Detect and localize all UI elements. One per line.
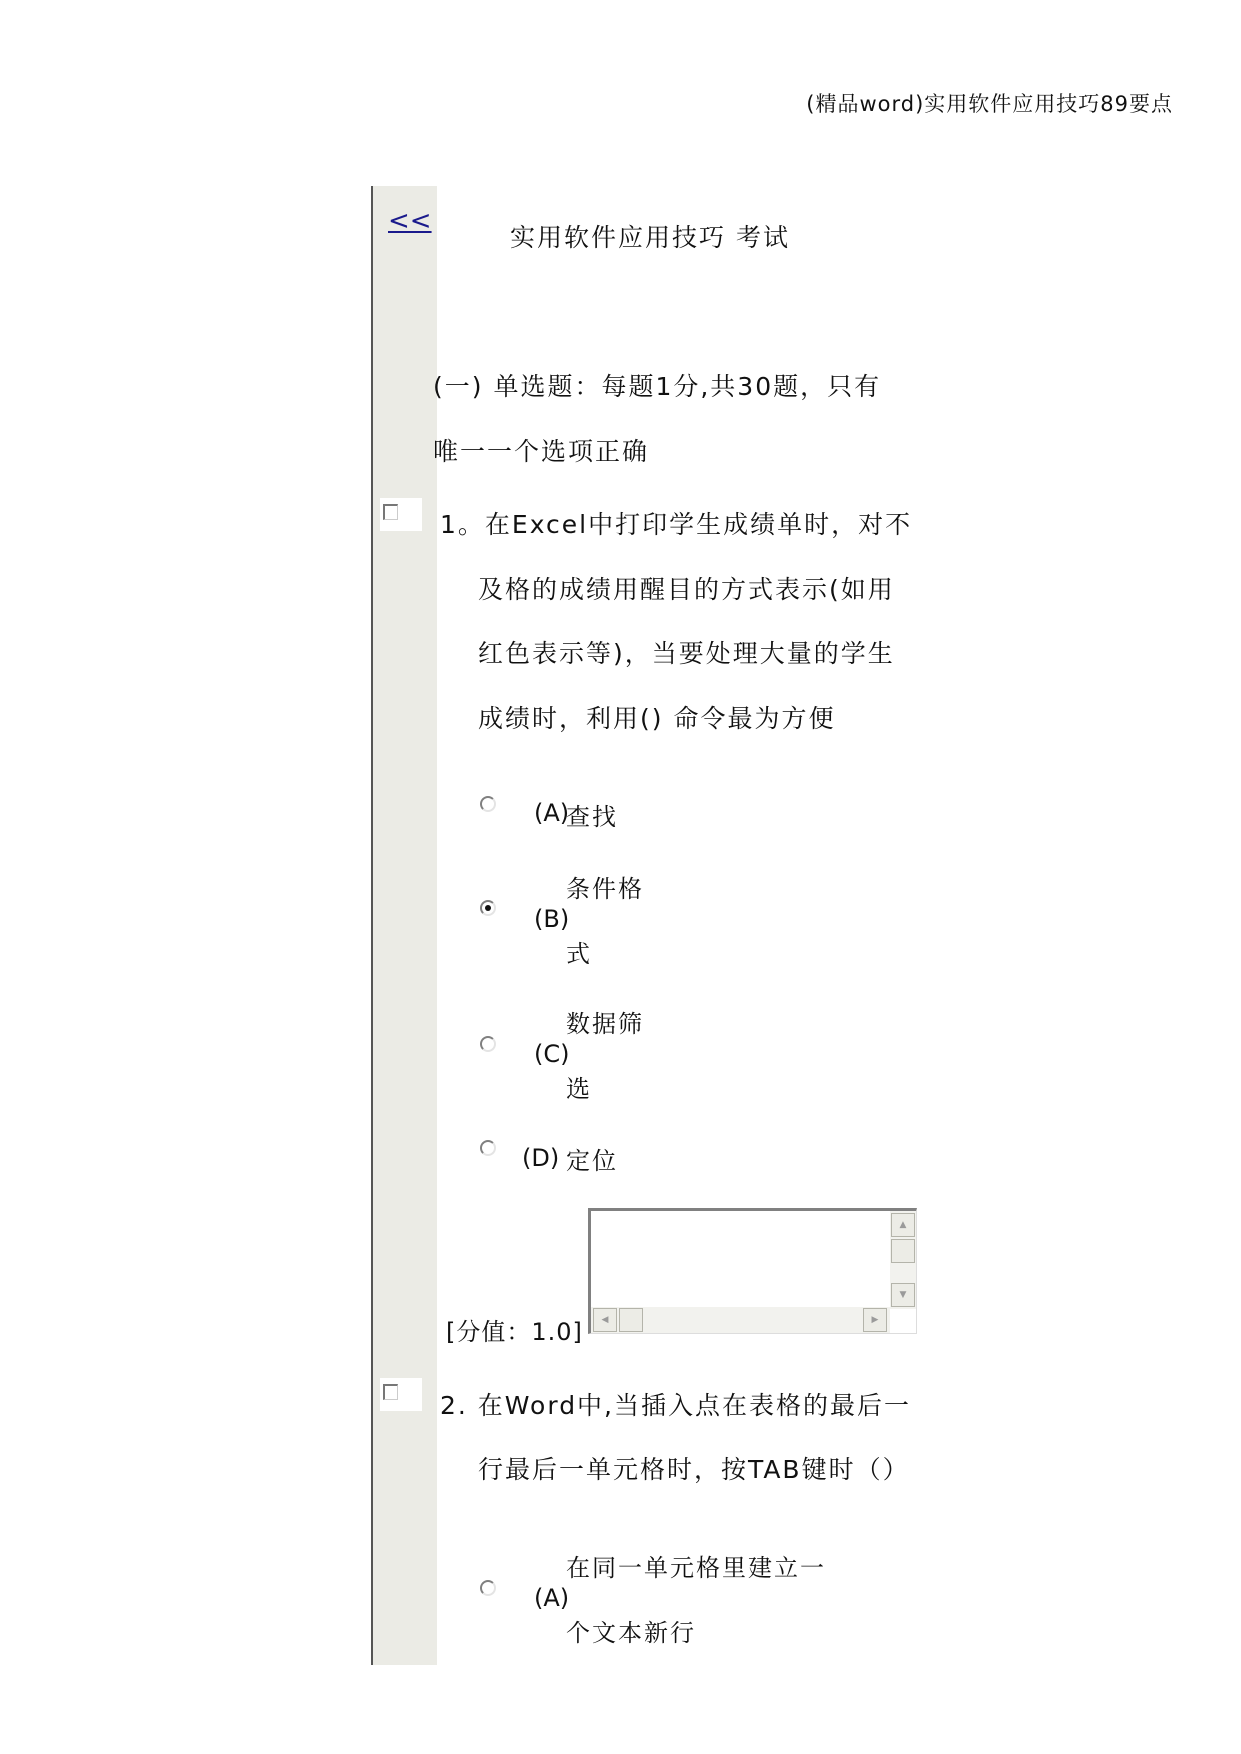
- radio-selected-dot: [485, 905, 491, 911]
- question-1-text-line: 红色表示等)，当要处理大量的学生: [478, 639, 895, 668]
- option-b-radio[interactable]: [480, 900, 496, 916]
- scroll-up-arrow-icon[interactable]: ▲: [891, 1213, 915, 1237]
- question-1-text-line: 成绩时，利用() 命令最为方便: [478, 704, 836, 733]
- score-label: [分值：1.0]: [446, 1318, 583, 1346]
- option-a-radio[interactable]: [480, 1580, 496, 1596]
- option-b-text-line: 条件格: [566, 875, 644, 903]
- scroll-right-arrow-icon[interactable]: ▶: [863, 1308, 887, 1332]
- section-heading-line: (一) 单选题：每题1分,共30题，只有: [433, 372, 882, 401]
- checkbox-icon: [383, 1384, 398, 1400]
- option-c-text-line: 数据筛: [566, 1010, 644, 1038]
- question-1-text-line: 1。在Excel中打印学生成绩单时，对不: [440, 510, 913, 539]
- scroll-thumb[interactable]: [891, 1239, 915, 1263]
- option-a-text-line: 在同一单元格里建立一: [566, 1554, 826, 1582]
- document-header: (精品word)实用软件应用技巧89要点: [806, 92, 1173, 116]
- back-link[interactable]: <<: [388, 206, 432, 236]
- horizontal-scrollbar[interactable]: [591, 1307, 890, 1333]
- exam-sidebar-rail: [371, 186, 437, 1665]
- question-2-checkbox[interactable]: [380, 1378, 422, 1411]
- option-a-text: 查找: [566, 803, 618, 831]
- option-a-radio[interactable]: [480, 796, 496, 812]
- scroll-left-arrow-icon[interactable]: ◀: [593, 1308, 617, 1332]
- option-c-radio[interactable]: [480, 1036, 496, 1052]
- exam-title: 实用软件应用技巧 考试: [510, 223, 790, 252]
- option-a-text-line: 个文本新行: [566, 1619, 696, 1647]
- option-b-text-line: 式: [566, 940, 592, 968]
- option-d-text: 定位: [566, 1147, 618, 1175]
- option-a-letter: (A): [534, 799, 570, 827]
- question-1-checkbox[interactable]: [380, 498, 422, 531]
- option-d-letter: (D): [522, 1144, 560, 1172]
- option-d-radio[interactable]: [480, 1140, 496, 1156]
- question-1-text-line: 及格的成绩用醒目的方式表示(如用: [478, 575, 895, 604]
- question-2-text-line: 2. 在Word中,当插入点在表格的最后一: [440, 1391, 912, 1420]
- option-b-letter: (B): [534, 905, 570, 933]
- section-heading-line: 唯一一个选项正确: [433, 437, 650, 466]
- scroll-down-arrow-icon[interactable]: ▼: [891, 1283, 915, 1307]
- option-c-letter: (C): [534, 1040, 570, 1068]
- checkbox-icon: [383, 504, 398, 520]
- answer-textarea[interactable]: [588, 1208, 917, 1334]
- option-c-text-line: 选: [566, 1075, 592, 1103]
- question-2-text-line: 行最后一单元格时，按TAB键时（）: [478, 1455, 910, 1484]
- vertical-scrollbar[interactable]: [890, 1211, 916, 1309]
- scroll-thumb[interactable]: [619, 1308, 643, 1332]
- option-a-letter: (A): [534, 1584, 570, 1612]
